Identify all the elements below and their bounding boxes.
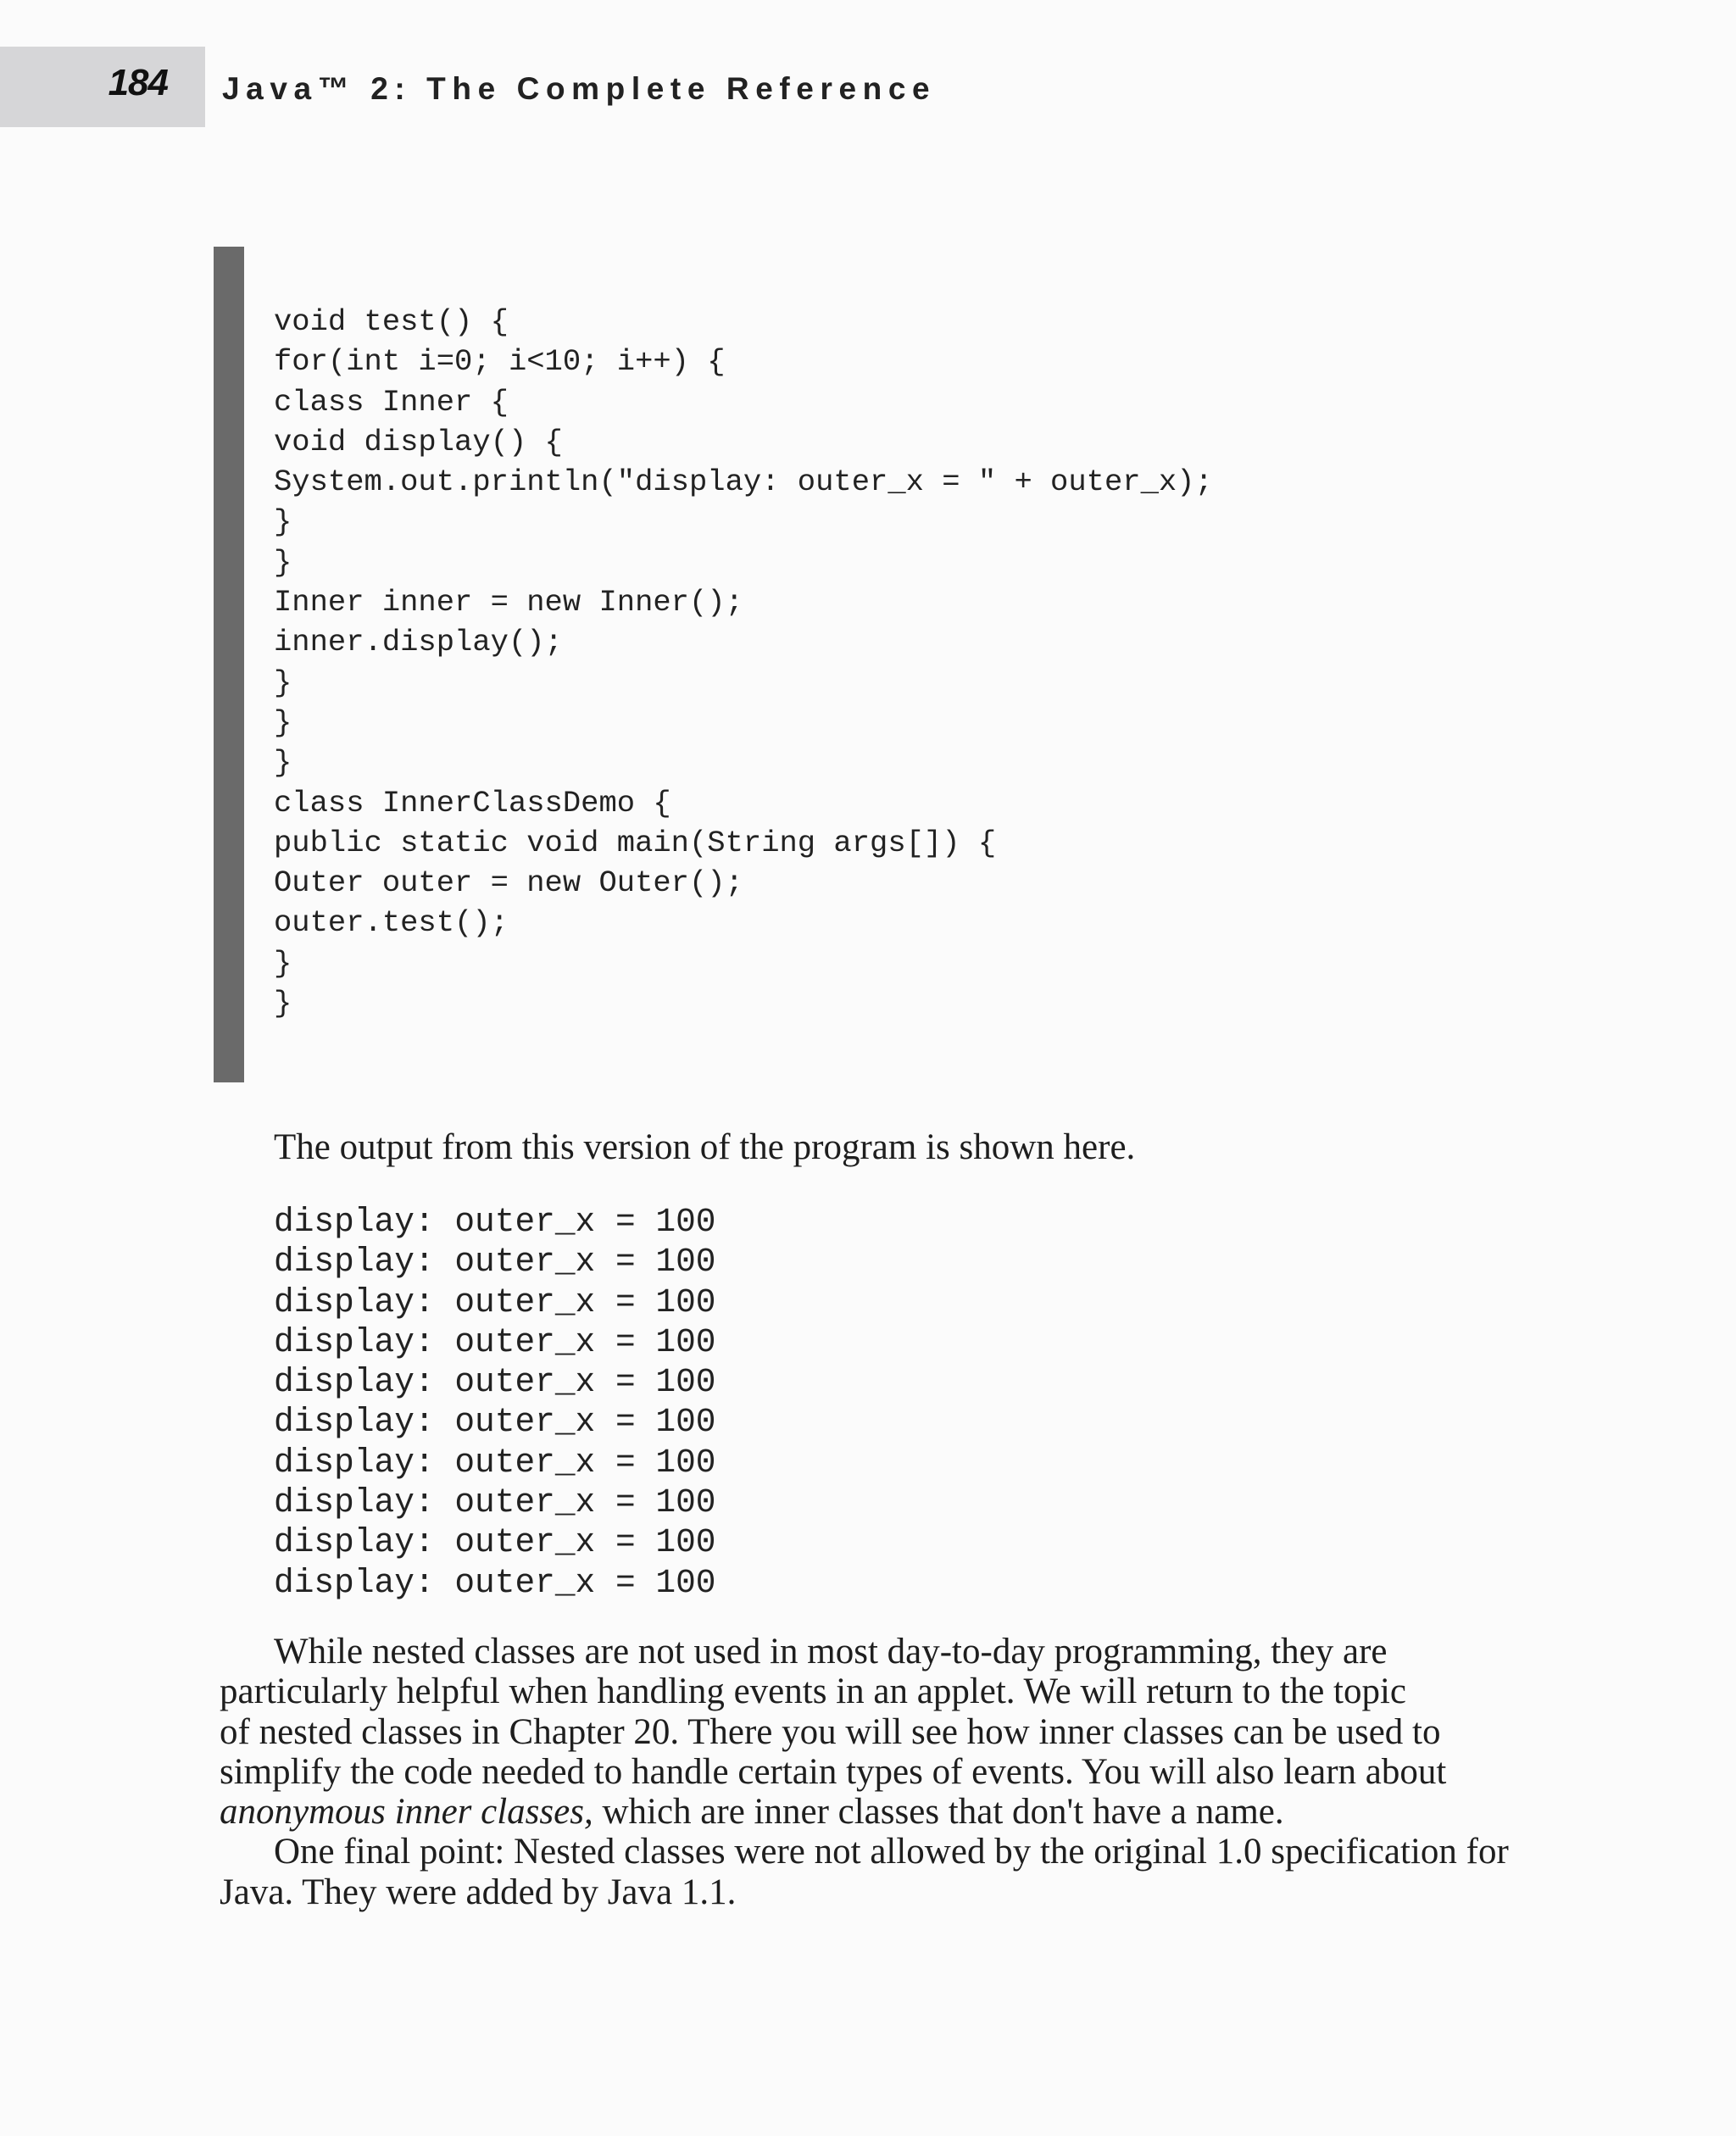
output-line: display: outer_x = 100: [274, 1403, 716, 1442]
output-line: display: outer_x = 100: [274, 1363, 716, 1402]
code-line: System.out.println("display: outer_x = " + outer_x);: [274, 464, 1213, 500]
code-line: void display() {: [274, 424, 563, 459]
paragraph-line: particularly helpful when handling events in an applet. We will return to the topic: [220, 1672, 1407, 1712]
code-line: public static void main(String args[]) {: [274, 825, 997, 860]
code-listing: [274, 302, 1213, 1023]
page-number: 184: [108, 62, 168, 103]
code-line: void test() {: [274, 304, 509, 339]
paragraph-line: simplify the code needed to handle certain types of events. You will also learn about: [220, 1751, 1447, 1792]
paragraph-text: which are inner classes that don't have a name.: [593, 1792, 1284, 1833]
code-listing-bar: [214, 247, 244, 1082]
paragraph-nested-classes: [220, 1632, 1610, 1832]
output-line: display: outer_x = 100: [274, 1322, 716, 1361]
code-line: }: [274, 504, 292, 540]
code-line: }: [274, 544, 292, 580]
code-line: class Inner {: [274, 384, 509, 420]
paragraph-final-point: [220, 1832, 1610, 1912]
code-line: class InnerClassDemo {: [274, 785, 671, 820]
page-number-box: [0, 47, 205, 127]
paragraph-line: of nested classes in Chapter 20. There you will see how inner classes can be used to: [220, 1711, 1441, 1752]
output-line: display: outer_x = 100: [274, 1483, 716, 1522]
code-line: }: [274, 704, 292, 740]
code-line: outer.test();: [274, 905, 509, 941]
code-line: }: [274, 945, 292, 981]
program-output: [274, 1202, 716, 1603]
code-line: Inner inner = new Inner();: [274, 585, 743, 620]
code-line: }: [274, 745, 292, 781]
paragraph-line: [220, 1792, 1610, 1832]
body-text: [220, 1632, 1610, 1912]
running-head: Java™ 2: The Complete Reference: [222, 71, 937, 106]
output-line: display: outer_x = 100: [274, 1443, 716, 1482]
code-line: }: [274, 665, 292, 700]
code-line: Outer outer = new Outer();: [274, 865, 743, 901]
emphasized-term: anonymous inner classes,: [220, 1792, 593, 1833]
paragraph-line: One final point: Nested classes were not allowed by the original 1.0 specification for: [274, 1832, 1509, 1872]
output-line: display: outer_x = 100: [274, 1282, 716, 1321]
output-line: display: outer_x = 100: [274, 1523, 716, 1562]
code-line: }: [274, 986, 292, 1021]
output-line: display: outer_x = 100: [274, 1563, 716, 1602]
code-line: inner.display();: [274, 625, 563, 660]
code-line: for(int i=0; i<10; i++) {: [274, 344, 726, 380]
paragraph-line: While nested classes are not used in most day-to-day programming, they are: [274, 1632, 1388, 1672]
paragraph-line: Java. They were added by Java 1.1.: [220, 1872, 737, 1912]
output-line: display: outer_x = 100: [274, 1243, 716, 1282]
output-intro-text: The output from this version of the program is shown here.: [274, 1127, 1136, 1167]
output-line: display: outer_x = 100: [274, 1203, 716, 1241]
